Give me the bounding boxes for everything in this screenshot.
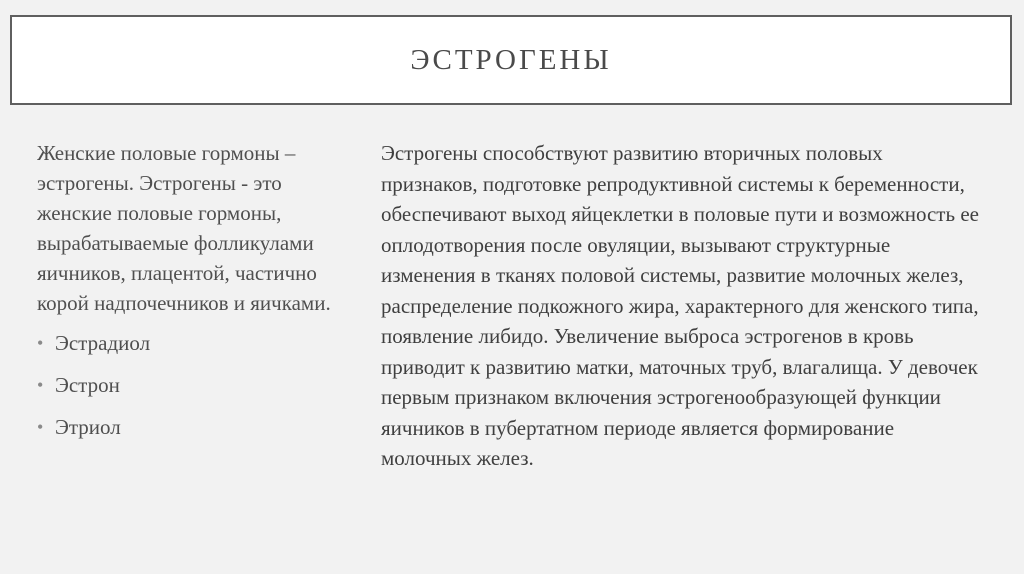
right-column	[381, 138, 981, 474]
list-item	[37, 412, 357, 442]
list-item	[37, 370, 357, 400]
slide-title: ЭСТРОГЕНЫ	[410, 43, 612, 76]
list-item	[37, 328, 357, 358]
list-item-label: Эстрон	[55, 373, 120, 397]
right-paragraph: Эстрогены способствуют развитию вторичных половых признаков, подготовке репродуктивной системы к беременности, обеспечивают выход яйцеклетки в половые пути и возможность ее оплодотворения после овуляции, вызывают структурные изменения в тканях половой системы, развитие молочных желез, распределение подкожного жира, характерного для женского типа, появление либидо. Увеличение выброса эстрогенов в кровь приводит к развитию матки, маточных труб, влагалища. У девочек первым признаком включения эстрогенообразующей функции яичников в пубертатном периоде является формирование молочных желез.	[381, 141, 979, 470]
hormone-list	[37, 328, 357, 442]
bullet-icon: •	[37, 375, 44, 395]
title-box	[10, 15, 1012, 105]
left-paragraph: Женские половые гормоны – эстрогены. Эстрогены - это женские половые гормоны, вырабатываемые фолликулами яичников, плацентой, частично корой надпочечников и яичками.	[37, 141, 331, 315]
bullet-icon: •	[37, 417, 44, 437]
bullet-icon: •	[37, 333, 44, 353]
list-item-label: Эстрадиол	[55, 331, 151, 355]
left-column	[37, 138, 357, 454]
list-item-label: Этриол	[55, 415, 121, 439]
